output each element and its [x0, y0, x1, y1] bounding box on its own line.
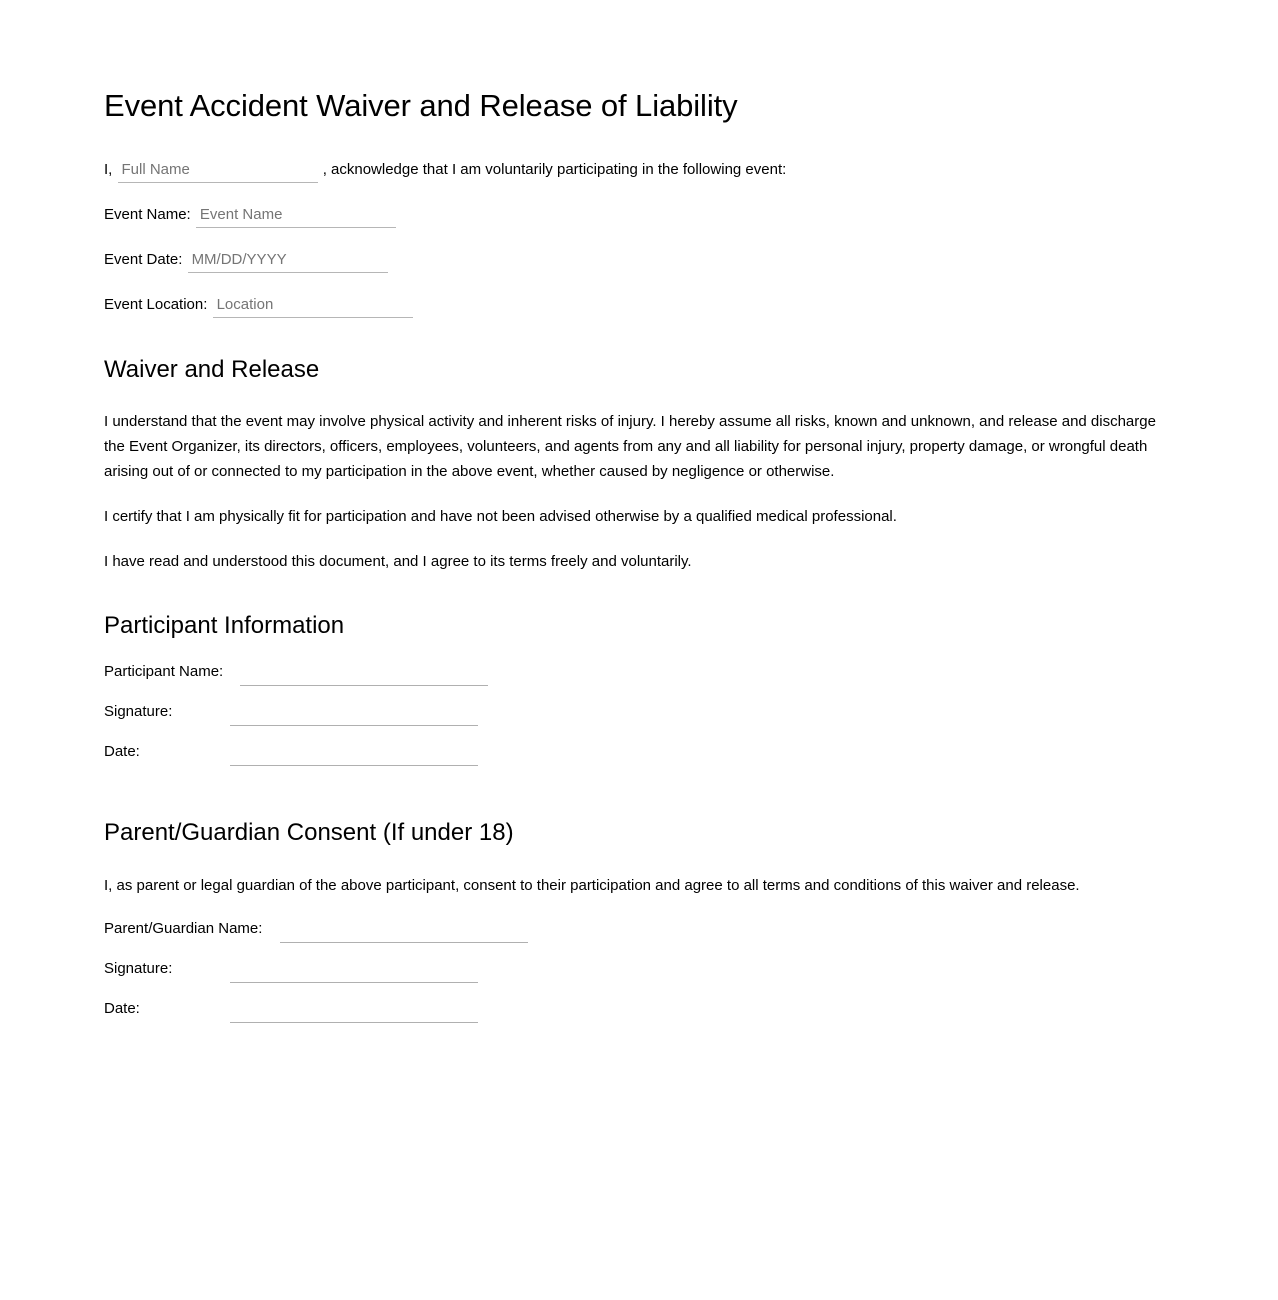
intro-lead-text: I, — [104, 160, 113, 178]
guardian-name-label: Parent/Guardian Name: — [104, 920, 263, 938]
page-title: Event Accident Waiver and Release of Liability — [104, 88, 738, 123]
guardian-section-heading: Parent/Guardian Consent (If under 18) — [104, 819, 514, 847]
event-name-input[interactable] — [196, 205, 396, 228]
event-location-row — [104, 295, 1174, 318]
participant-date-row — [104, 735, 1174, 775]
guardian-signature-row — [104, 952, 1174, 992]
participant-name-label: Participant Name: — [104, 663, 224, 681]
waiver-section-heading: Waiver and Release — [104, 355, 320, 383]
participant-signature-row — [104, 695, 1174, 735]
waiver-paragraph-3: I have read and understood this document, and I agree to its terms freely and voluntarily. — [104, 553, 692, 571]
guardian-date-line[interactable] — [230, 1022, 478, 1023]
guardian-date-label: Date: — [104, 1000, 140, 1018]
acknowledgement-line — [104, 160, 1174, 183]
event-location-input[interactable] — [213, 295, 413, 318]
guardian-name-line[interactable] — [280, 942, 528, 943]
guardian-signature-label: Signature: — [104, 960, 173, 978]
event-date-label: Event Date: — [104, 250, 183, 268]
participant-date-label: Date: — [104, 743, 140, 761]
participant-name-row — [104, 655, 1174, 695]
participant-name-line[interactable] — [240, 685, 488, 686]
participant-date-line[interactable] — [230, 765, 478, 766]
guardian-consent-paragraph: I, as parent or legal guardian of the above participant, consent to their participation and agree to all terms and conditions of this waiver and release. — [104, 877, 1080, 895]
event-location-label: Event Location: — [104, 295, 208, 313]
participant-section-heading: Participant Information — [104, 612, 345, 640]
event-date-input[interactable] — [188, 250, 388, 273]
intro-tail-text: , acknowledge that I am voluntarily participating in the following event: — [322, 160, 787, 178]
event-name-label: Event Name: — [104, 205, 191, 223]
document-content — [104, 0, 1174, 1032]
participant-signature-block — [104, 641, 1174, 775]
participant-signature-line[interactable] — [230, 725, 478, 726]
event-date-row — [104, 250, 1174, 273]
guardian-date-row — [104, 992, 1174, 1032]
participant-signature-label: Signature: — [104, 703, 173, 721]
full-name-input[interactable] — [118, 160, 318, 183]
waiver-paragraph-2: I certify that I am physically fit for participation and have not been advised otherwise by a qualified medical professional. — [104, 508, 897, 526]
guardian-signature-line[interactable] — [230, 982, 478, 983]
event-name-row — [104, 205, 1174, 228]
waiver-paragraph-1: I understand that the event may involve physical activity and inherent risks of injury. I hereby assume all risks, known and unknown, and release and discharge the Event Organizer, its directors, officers, employees, volunteers, and agents from any and all liability for personal injury, property damage, or wrongful death arising out of or connected to my participation in the above event, whether caused by negligence or otherwise. — [104, 413, 1156, 481]
guardian-name-row — [104, 912, 1174, 952]
guardian-signature-block — [104, 898, 1174, 1032]
